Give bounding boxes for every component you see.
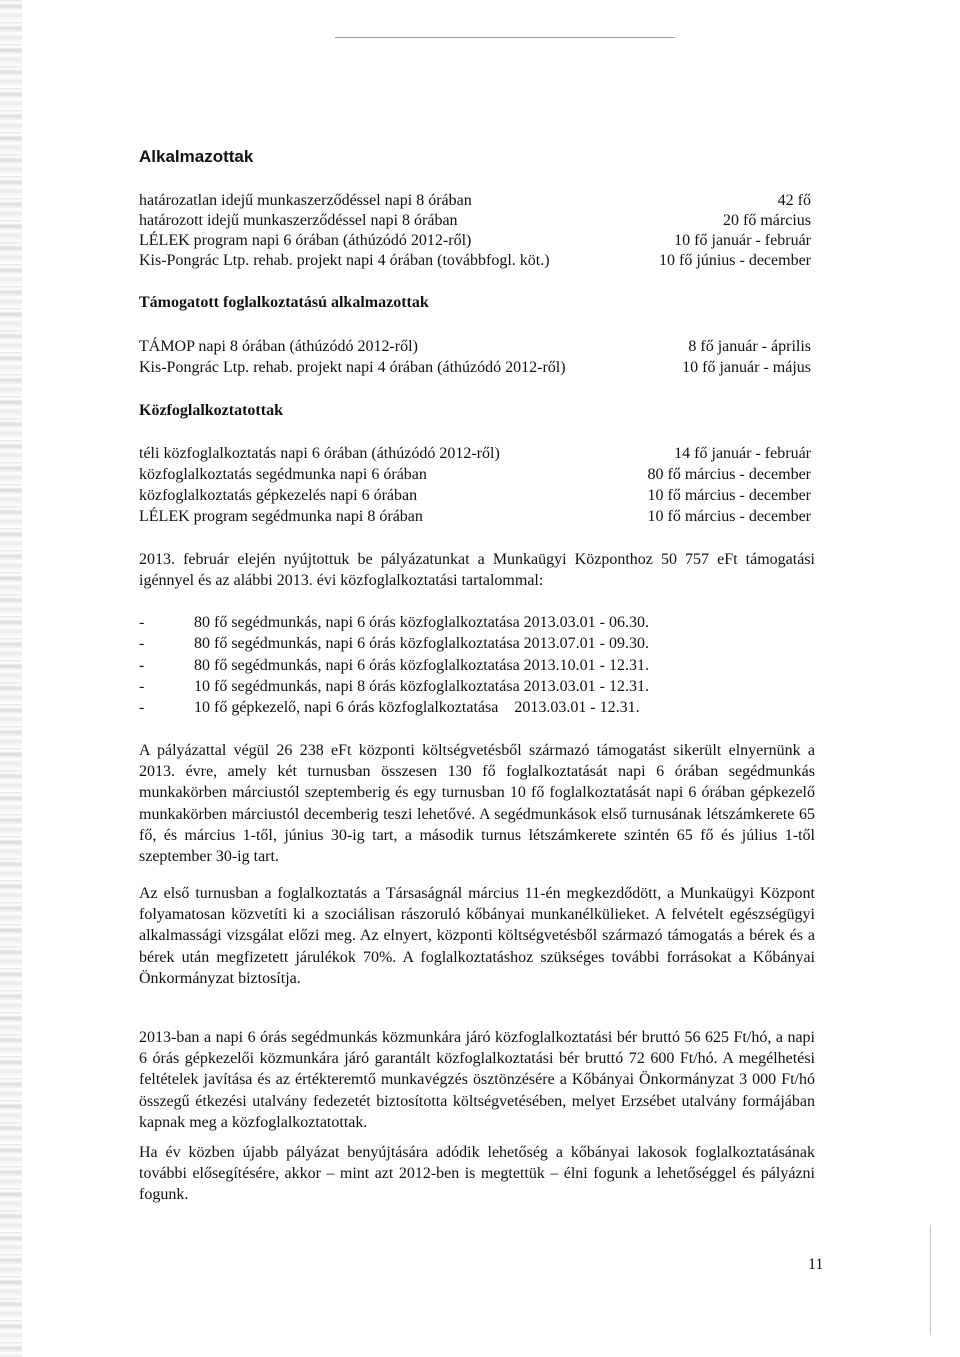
public-work-row-value: 10 fő március - december: [647, 508, 811, 525]
staff-row-label: LÉLEK program napi 6 órában (áthúzódó 2012-ről): [139, 232, 472, 249]
top-rule: [335, 37, 675, 38]
supported-row: [139, 358, 811, 378]
public-work-row-label: téli közfoglalkoztatás napi 6 órában (áthúzódó 2012-ről): [139, 445, 500, 462]
bullet-dash: -: [139, 699, 145, 717]
supported-row-value: 8 fő január - április: [688, 338, 811, 355]
list-item: [139, 633, 779, 654]
heading-staff: Alkalmazottak: [139, 147, 254, 166]
public-work-row-label: LÉLEK program segédmunka napi 8 órában: [139, 508, 423, 525]
page-number: 11: [808, 1256, 824, 1273]
staff-row: [139, 191, 811, 211]
staff-row: [139, 251, 811, 271]
public-work-row-label: közfoglalkoztatás gépkezelés napi 6 órában: [139, 487, 418, 504]
list-item: [139, 655, 779, 676]
scan-edge-artifact: [0, 0, 22, 1357]
public-work-row: [139, 444, 811, 464]
staff-row-value: 42 fő: [777, 192, 811, 209]
list-item: [139, 697, 779, 718]
paragraph-funding: A pályázattal végül 26 238 eFt központi költségvetésből származó támogatást sikerült elnyernünk a 2013. évre, amely két turnusban összesen 130 fő foglalkoztatását napi 6 órában segédmunkás munkakörben márciustól szeptemberig és egy turnusban 10 fő foglalkoztatását napi 6 órában gépkezelő munkakörben márciustól decemberig teszi lehetővé. A segédmunkások első turnusának létszámkerete 65 fő, és március 1-től, június 30-ig tart, a második turnus létszámkerete szintén 65 fő és július 1-től szeptember 30-ig tart.: [139, 742, 815, 866]
heading-supported: Támogatott foglalkoztatású alkalmazottak: [139, 294, 429, 311]
heading-public-work: Közfoglalkoztatottak: [139, 402, 283, 419]
staff-row-label: határozott idejű munkaszerződéssel napi 8 órában: [139, 212, 458, 229]
public-work-row-value: 14 fő január - február: [674, 445, 811, 462]
supported-row-label: Kis-Pongrác Ltp. rehab. projekt napi 4 órában (áthúzódó 2012-ről): [139, 359, 566, 376]
staff-row: [139, 231, 811, 251]
public-work-row-label: közfoglalkoztatás segédmunka napi 6 órában: [139, 466, 427, 483]
public-work-row: [139, 507, 811, 527]
bullet-list: [139, 612, 779, 718]
public-work-row: [139, 465, 811, 485]
intro-paragraph: 2013. február elején nyújtottuk be pályázatunkat a Munkaügyi Központhoz 50 757 eFt támogatási igénnyel és az alábbi 2013. évi közfoglalkoztatási tartalommal:: [139, 551, 815, 590]
list-item: [139, 676, 779, 697]
supported-row-label: TÁMOP napi 8 órában (áthúzódó 2012-ről): [139, 338, 418, 355]
bullet-dash: -: [139, 614, 145, 631]
public-work-row-value: 80 fő március - december: [647, 466, 811, 483]
list-item-text: 80 fő segédmunkás, napi 6 órás közfoglalkoztatása 2013.07.01 - 09.30.: [194, 635, 650, 653]
staff-row-value: 10 fő január - február: [674, 232, 811, 249]
staff-row-value: 20 fő március: [723, 212, 811, 229]
paragraph-first-turnus: Az első turnusban a foglalkoztatás a Társaságnál március 11-én megkezdődött, a Munkaügyi Központ folyamatosan közvetíti ki a szociálisan rászoruló kőbányai munkanélkülieket. A felvételt egészségügyi alkalmassági vizsgálat előzi meg. Az elnyert, központi költségvetésből származó támogatás a bérek és a bérek után megfizetett járulékok 70%. A foglalkoztatáshoz szükséges további forrásokat a Kőbányai Önkormányzat biztosítja.: [139, 885, 815, 987]
staff-row-label: határozatlan idejű munkaszerződéssel napi 8 órában: [139, 192, 472, 209]
bullet-dash: -: [139, 677, 145, 695]
list-item: [139, 612, 779, 633]
margin-mark: [930, 1225, 931, 1335]
paragraph-wages: 2013-ban a napi 6 órás segédmunkás közmunkára járó közfoglalkoztatási bér bruttó 56 625 Ft/hó, a napi 6 órás gépkezelői közmunkára járó garantált közfoglalkoztatási bér bruttó 72 600 Ft/hó. A megélhetési feltételek javítása és az értékteremtő munkavégzés ösztönzésére a Kőbányai Önkormányzat 3 000 Ft/hó összegű étkezési utalvány fedezetét biztosította költségvetésében, melyet Erzsébet utalvány formájában kapnak meg a közfoglalkoztatottak.: [139, 1029, 815, 1131]
list-item-text: 80 fő segédmunkás, napi 6 órás közfoglalkoztatása 2013.03.01 - 06.30.: [194, 614, 650, 631]
public-work-row: [139, 486, 811, 506]
public-work-row-value: 10 fő március - december: [647, 487, 811, 504]
list-item-text: 10 fő gépkezelő, napi 6 órás közfoglalkoztatása 2013.03.01 - 12.31.: [194, 699, 640, 717]
list-item-text: 10 fő segédmunkás, napi 8 órás közfoglalkoztatása 2013.03.01 - 12.31.: [194, 677, 650, 695]
supported-row: [139, 337, 811, 357]
paragraph-outlook: Ha év közben újabb pályázat benyújtására adódik lehetőség a kőbányai lakosok foglalkoztatásának további elősegítésére, akkor – mint azt 2012-ben is megtettük – élni fogunk a lehetőséggel és pályázni fogunk.: [139, 1144, 815, 1204]
bullet-dash: -: [139, 635, 145, 653]
staff-row-value: 10 fő június - december: [659, 252, 811, 269]
supported-row-value: 10 fő január - május: [682, 359, 811, 376]
bullet-dash: -: [139, 656, 145, 674]
list-item-text: 80 fő segédmunkás, napi 6 órás közfoglalkoztatása 2013.10.01 - 12.31.: [194, 656, 650, 674]
staff-row: [139, 211, 811, 231]
staff-row-label: Kis-Pongrác Ltp. rehab. projekt napi 4 órában (továbbfogl. köt.): [139, 252, 550, 269]
